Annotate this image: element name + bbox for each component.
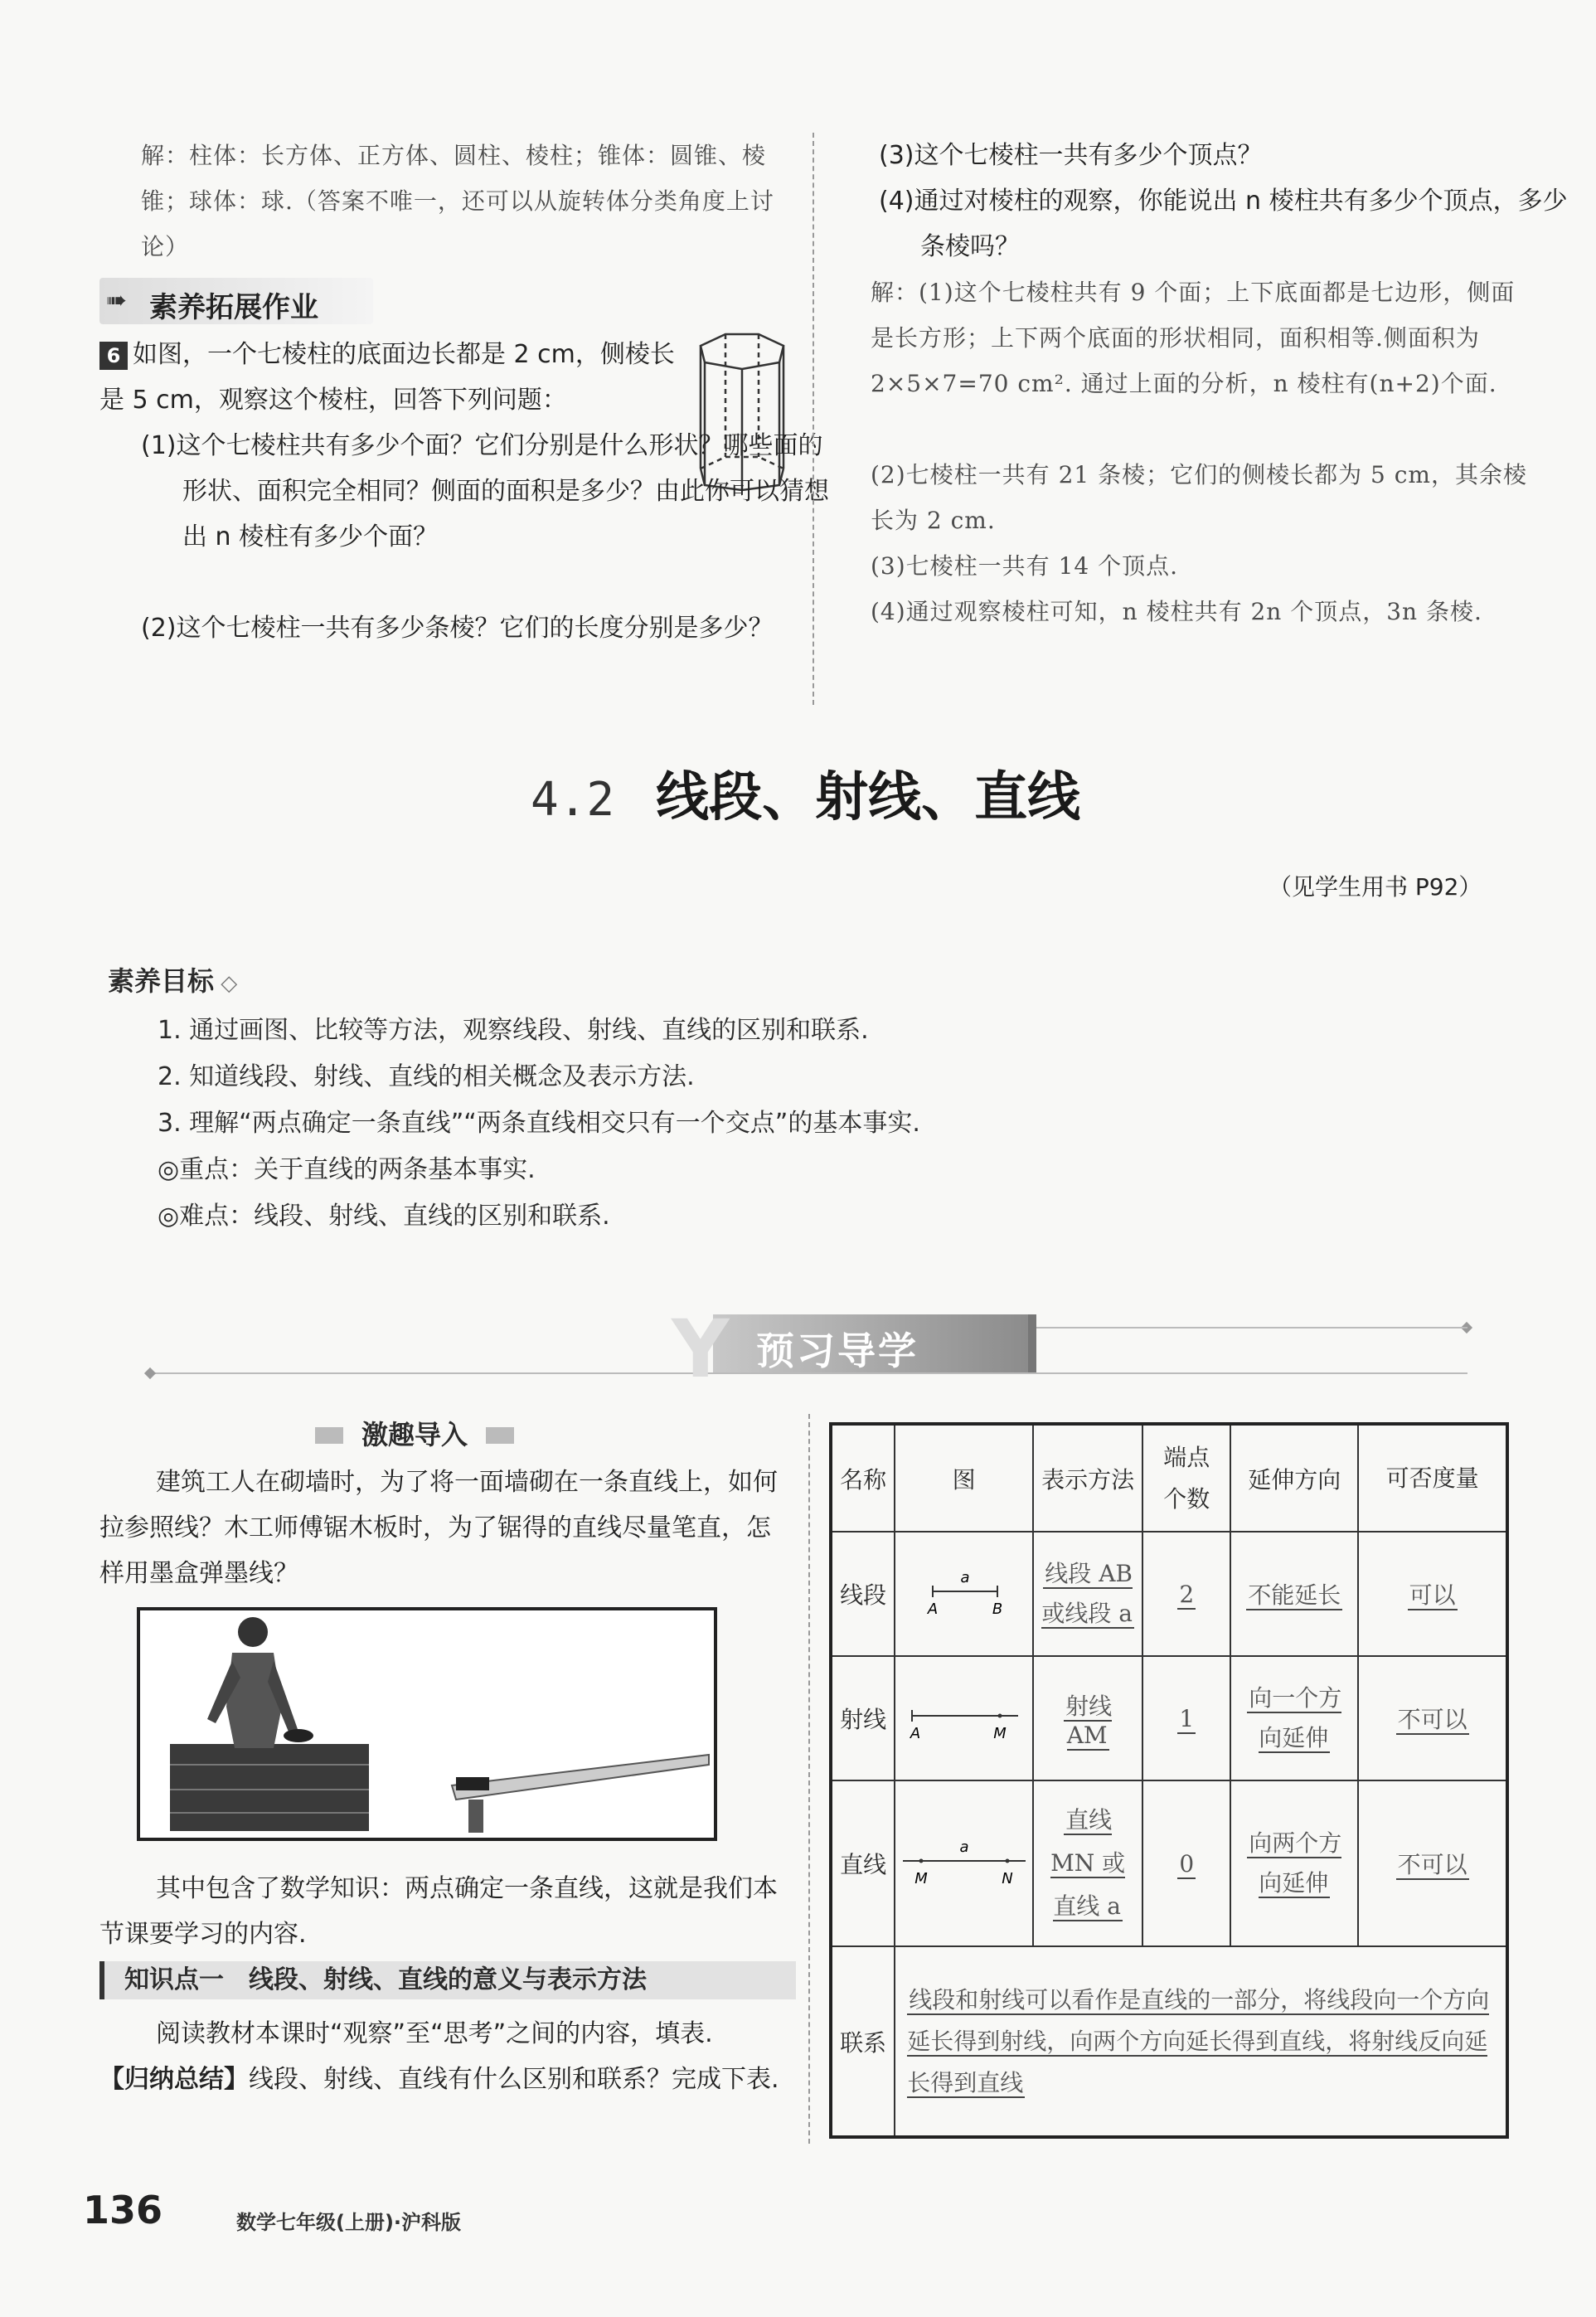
question-6-part-1: (1)这个七棱柱共有多少个面？它们分别是什么形状？哪些面的形状、面积完全相同？侧面的面积是多少？由此你可以猜想出 n 棱柱有多少个面？ <box>141 431 829 551</box>
solution-1: 解：(1)这个七棱柱共有 9 个面；上下底面都是七边形，侧面是长方形；上下两个底面的形状相同，面积相等.侧面积为2×5×7=70 cm². 通过上面的分析，n 棱柱有(n+2)个面. <box>871 279 1516 397</box>
workers-illustration <box>137 1607 717 1841</box>
section-title <box>531 755 1161 831</box>
line-drawing <box>898 1832 1031 1890</box>
banner <box>672 1303 1036 1396</box>
line-label-a: a <box>959 1838 969 1856</box>
solution-4: (4)通过观察棱柱可知，n 棱柱共有 2n 个顶点，3n 条棱. <box>871 598 1482 625</box>
solution-3: (3)七棱柱一共有 14 个顶点. <box>871 552 1178 580</box>
question-6-part-4: (4)通过对棱柱的观察，你能说出 n 棱柱共有多少个顶点，多少条棱吗？ <box>879 187 1568 261</box>
header-cell: 可否度量 <box>1358 1424 1507 1532</box>
question-number-badge: 6 <box>99 342 128 370</box>
header-cell: 名称 <box>831 1424 895 1532</box>
row-name: 线段 <box>831 1532 895 1656</box>
relation-answer: 线段和射线可以看作是直线的一部分，将线段向一个方向延长得到射线，向两个方向延长得到直线，将射线反向延长得到直线 <box>907 1985 1490 2096</box>
direction-answer: 不能延长 <box>1248 1581 1341 1609</box>
summary-paragraph <box>99 2057 788 2102</box>
arrow-icon: ➠ <box>106 286 128 315</box>
row-name: 射线 <box>831 1656 895 1780</box>
book-title: 数学七年级(上册)·沪科版 <box>236 2211 462 2234</box>
header-cell: 表示方法 <box>1033 1424 1142 1532</box>
reference-note: （见学生用书 P92） <box>1269 873 1482 901</box>
figure-ray <box>895 1656 1033 1780</box>
segment-label-a: a <box>960 1568 970 1586</box>
header-cell: 端点个数 <box>1142 1424 1230 1532</box>
table-row <box>831 1780 1507 1946</box>
method-answer: 直线 MN 或直线 a <box>1050 1806 1126 1920</box>
goal-item: 3. 理解“两点确定一条直线”“两条直线相交只有一个交点”的基本事实. <box>158 1109 920 1138</box>
question-6-part-3: (3)这个七棱柱一共有多少个顶点？ <box>879 141 1263 170</box>
heading-deco-left <box>315 1427 343 1444</box>
section-number: 4.2 <box>531 773 615 827</box>
table-header-row <box>831 1424 1507 1532</box>
intro-conclusion: 其中包含了数学知识：两点确定一条直线，这就是我们本节课要学习的内容. <box>99 1874 778 1949</box>
line-label-left: M <box>914 1869 928 1887</box>
banner-label: 预习导学 <box>756 1329 919 1373</box>
banner-dot-left <box>144 1367 156 1379</box>
section-label-text: 素养拓展作业 <box>149 291 318 324</box>
column-divider-bottom <box>808 1414 810 2144</box>
goals-list <box>158 1008 1484 1240</box>
endpoints-answer: 1 <box>1179 1704 1195 1732</box>
question-6 <box>99 332 680 423</box>
line-label-right: N <box>1001 1869 1013 1887</box>
segment-label-left: A <box>927 1600 938 1618</box>
solution-2: (2)七棱柱一共有 21 条棱；它们的侧棱长都为 5 cm，其余棱长为 2 cm. <box>871 461 1527 534</box>
knowledge-point-read: 阅读教材本课时“观察”至“思考”之间的内容，填表. <box>156 2019 713 2048</box>
figure-segment <box>895 1532 1033 1656</box>
knowledge-point-heading: 知识点一 线段、射线、直线的意义与表示方法 <box>99 1961 796 1999</box>
header-cell: 图 <box>895 1424 1033 1532</box>
goal-item: 2. 知道线段、射线、直线的相关概念及表示方法. <box>158 1062 695 1091</box>
direction-answer: 向两个方向延伸 <box>1249 1829 1342 1897</box>
answer-block: 解：柱体：长方体、正方体、圆柱、棱柱；锥体：圆锥、棱锥；球体：球.（答案不唯一，还可以从旋转体分类角度上讨论） <box>141 142 774 260</box>
intro-heading: 激趣导入 <box>315 1414 514 1452</box>
endpoints-answer: 0 <box>1179 1849 1195 1877</box>
question-6-part-2: (2)这个七棱柱一共有多少条棱？它们的长度分别是多少？ <box>141 614 774 643</box>
ray-label-right: M <box>992 1724 1007 1742</box>
figure-line <box>895 1780 1033 1946</box>
endpoints-answer: 2 <box>1179 1580 1195 1608</box>
summary-label: 【归纳总结】 <box>99 2065 249 2094</box>
heading-deco-right <box>486 1427 514 1444</box>
banner-rule-upper <box>1028 1327 1467 1329</box>
table-row <box>831 1656 1507 1780</box>
question-6-stem: 如图，一个七棱柱的底面边长都是 2 cm，侧棱长是 5 cm，观察这个棱柱，回答下列问题： <box>99 340 675 415</box>
ray-drawing <box>902 1687 1026 1745</box>
summary-text: 线段、射线、直线有什么区别和联系？完成下表. <box>249 2065 779 2094</box>
measure-answer: 可以 <box>1409 1581 1456 1609</box>
goals-heading: 素养目标 ◇ <box>108 965 238 997</box>
diamond-arrow-icon: ◇ <box>214 971 238 996</box>
method-answer: 线段 AB 或线段 a <box>1041 1560 1133 1627</box>
section-name: 线段、射线、直线 <box>656 767 1081 828</box>
key-point: ◎重点：关于直线的两条基本事实. <box>158 1155 536 1184</box>
segment-label-right: B <box>992 1600 1002 1618</box>
ray-label-left: A <box>910 1724 920 1742</box>
column-divider-top <box>813 133 814 705</box>
table-row <box>831 1532 1507 1656</box>
page-number: 136 <box>83 2188 163 2232</box>
goal-item: 1. 通过画图、比较等方法，观察线段、射线、直线的区别和联系. <box>158 1016 869 1045</box>
row-name: 直线 <box>831 1780 895 1946</box>
relation-label: 联系 <box>831 1946 895 2137</box>
banner-letter: Y <box>672 1303 730 1396</box>
comparison-table <box>829 1422 1509 2139</box>
table-relation-row <box>831 1946 1507 2137</box>
intro-paragraph: 建筑工人在砌墙时，为了将一面墙砌在一条直线上，如何拉参照线？木工师傅锯木板时，为了锯得的直线尽量笔直，怎样用墨盒弹墨线？ <box>99 1468 778 1588</box>
section-label-expansion <box>99 278 373 324</box>
measure-answer: 不可以 <box>1397 1851 1467 1878</box>
header-cell: 延伸方向 <box>1230 1424 1358 1532</box>
direction-answer: 向一个方向延伸 <box>1249 1684 1342 1751</box>
difficult-point: ◎难点：线段、射线、直线的区别和联系. <box>158 1202 610 1231</box>
segment-drawing <box>914 1562 1014 1620</box>
measure-answer: 不可以 <box>1397 1706 1467 1733</box>
method-answer: 射线 AM <box>1065 1692 1113 1749</box>
